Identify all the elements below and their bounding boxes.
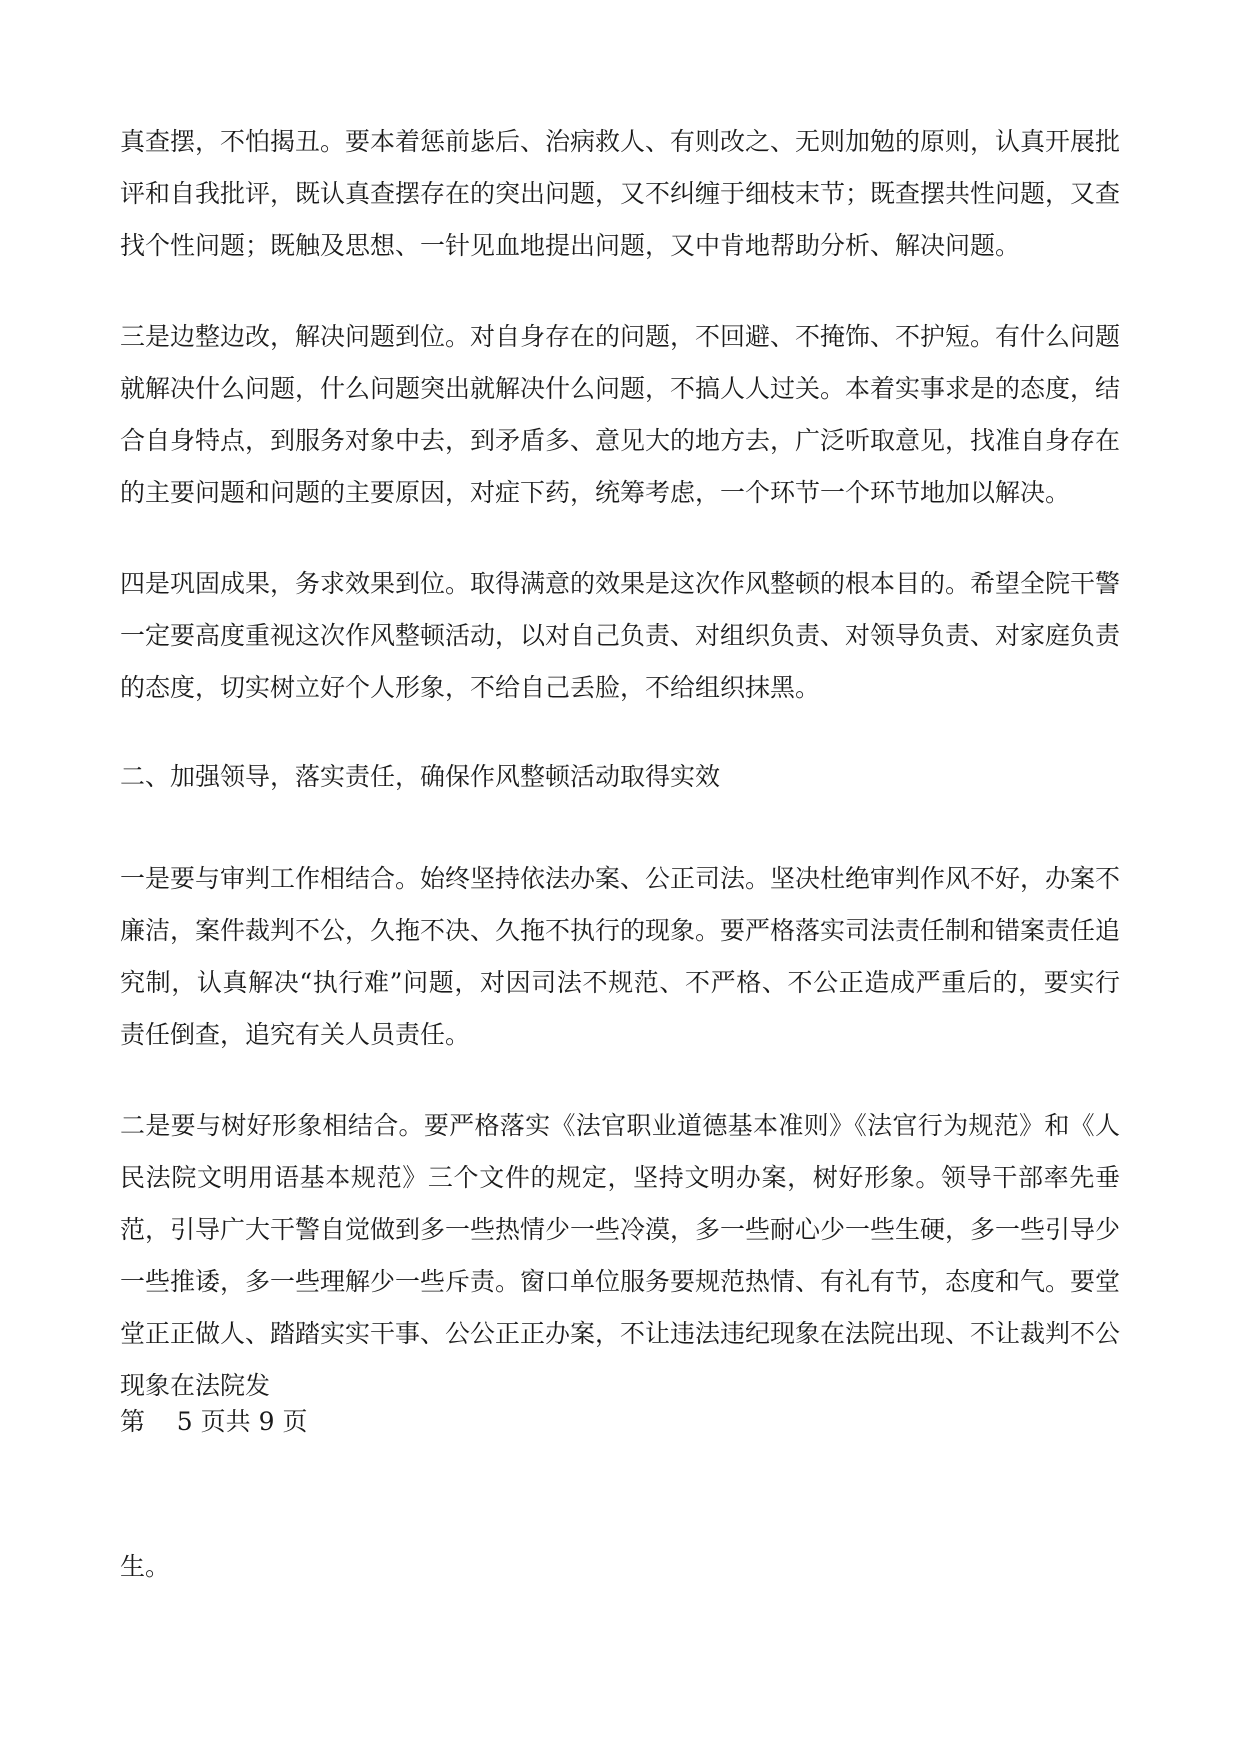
page-footer: 第 5 页共 9 页 [120,1407,308,1436]
paragraph-5: 一是要与审判工作相结合。始终坚持依法办案、公正司法。坚决杜绝审判作风不好，办案不廉洁，案件裁判不公，久拖不决、久拖不执行的现象。要严格落实司法责任制和错案责任追究制，认真解决“执行难”问题，对因司法不规范、不严格、不公正造成严重后的，要实行责任倒查，追究有关人员责任。 [120,864,1121,1049]
paragraph-6: 二是要与树好形象相结合。要严格落实《法官职业道德基本准则》《法官行为规范》和《人民法院文明用语基本规范》三个文件的规定，坚持文明办案，树好形象。领导干部率先垂范，引导广大干警自觉做到多一些热情少一些冷漠，多一些耐心少一些生硬，多一些引导少一些推诿，多一些理解少一些斥责。窗口单位服务要规范热情、有礼有节，态度和气。要堂堂正正做人、踏踏实实干事、公公正正办案，不让违法违纪现象在法院出现、不让裁判不公现象在法院发 [120,1111,1121,1400]
paragraph-3: 四是巩固成果，务求效果到位。取得满意的效果是这次作风整顿的根本目的。希望全院干警一定要高度重视这次作风整顿活动，以对自己负责、对组织负责、对领导负责、对家庭负责的态度，切实树立好个人形象，不给自己丢脸，不给组织抹黑。 [120,569,1121,702]
paragraph-1: 真查摆，不怕揭丑。要本着惩前毖后、治病救人、有则改之、无则加勉的原则，认真开展批评和自我批评，既认真查摆存在的突出问题，又不纠缠于细枝末节；既查摆共性问题，又查找个性问题；既触及思想、一针见血地提出问题，又中肯地帮助分析、解决问题。 [120,127,1121,260]
paragraph-2: 三是边整边改，解决问题到位。对自身存在的问题，不回避、不掩饰、不护短。有什么问题就解决什么问题，什么问题突出就解决什么问题，不搞人人过关。本着实事求是的态度，结合自身特点，到服务对象中去，到矛盾多、意见大的地方去，广泛听取意见，找准自身存在的主要问题和问题的主要原因，对症下药，统筹考虑，一个环节一个环节地加以解决。 [120,322,1121,507]
continuation-text: 生。 [120,1552,171,1581]
section-heading: 二、加强领导，落实责任，确保作风整顿活动取得实效 [120,762,721,791]
